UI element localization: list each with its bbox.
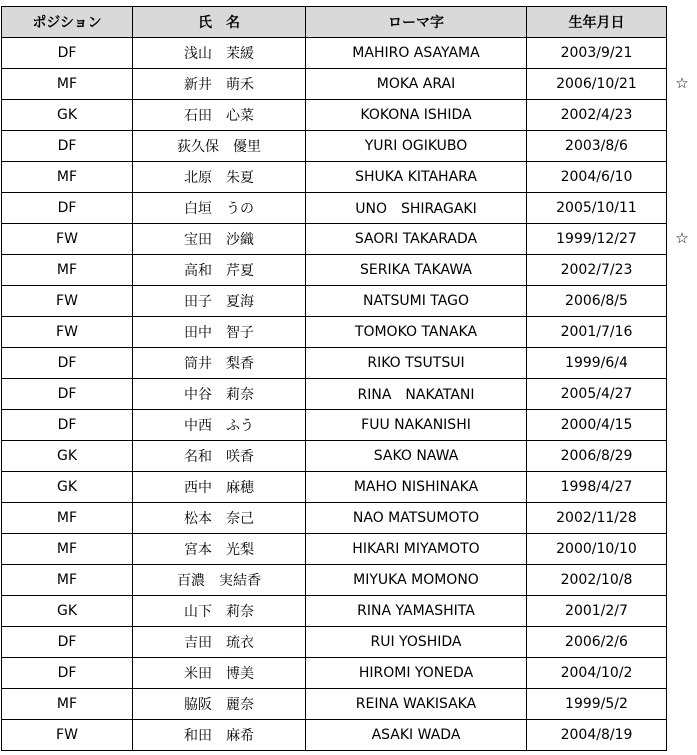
birthdate-cell: 1998/4/27 bbox=[527, 472, 667, 503]
name-cell: 米田 博美 bbox=[133, 658, 306, 689]
romaji-cell: UNO SHIRAGAKI bbox=[306, 193, 527, 224]
birthdate-cell: 2001/2/7 bbox=[527, 596, 667, 627]
table-row bbox=[2, 162, 667, 193]
position-cell: DF bbox=[2, 410, 133, 441]
birthdate-cell: 2003/8/6 bbox=[527, 131, 667, 162]
name-cell: 田中 智子 bbox=[133, 317, 306, 348]
position-cell: GK bbox=[2, 100, 133, 131]
header-romaji: ローマ字 bbox=[306, 7, 527, 38]
name-cell: 浅山 茉緩 bbox=[133, 38, 306, 69]
table-row bbox=[2, 410, 667, 441]
table-row bbox=[2, 658, 667, 689]
romaji-cell: YURI OGIKUBO bbox=[306, 131, 527, 162]
birthdate-cell: 2005/10/11 bbox=[527, 193, 667, 224]
position-cell: MF bbox=[2, 162, 133, 193]
position-cell: GK bbox=[2, 596, 133, 627]
position-cell: DF bbox=[2, 38, 133, 69]
position-cell: DF bbox=[2, 627, 133, 658]
name-cell: 白垣 うの bbox=[133, 193, 306, 224]
romaji-cell: ASAKI WADA bbox=[306, 720, 527, 751]
table-row bbox=[2, 534, 667, 565]
birthdate-cell: 2003/9/21 bbox=[527, 38, 667, 69]
position-cell: DF bbox=[2, 379, 133, 410]
birthdate-cell: 2004/6/10 bbox=[527, 162, 667, 193]
birthdate-cell: 2006/10/21 bbox=[527, 69, 667, 100]
table-body bbox=[2, 38, 667, 751]
name-cell: 和田 麻希 bbox=[133, 720, 306, 751]
birthdate-cell: 2004/10/2 bbox=[527, 658, 667, 689]
romaji-cell: RINA YAMASHITA bbox=[306, 596, 527, 627]
table-row bbox=[2, 224, 667, 255]
header-position: ポジション bbox=[2, 7, 133, 38]
romaji-cell: REINA WAKISAKA bbox=[306, 689, 527, 720]
birthdate-cell: 2002/4/23 bbox=[527, 100, 667, 131]
name-cell: 宝田 沙織 bbox=[133, 224, 306, 255]
table-row bbox=[2, 627, 667, 658]
table-row bbox=[2, 255, 667, 286]
birthdate-cell: 1999/12/27 bbox=[527, 224, 667, 255]
position-cell: DF bbox=[2, 658, 133, 689]
romaji-cell: RINA NAKATANI bbox=[306, 379, 527, 410]
table-row bbox=[2, 503, 667, 534]
header-name: 氏 名 bbox=[133, 7, 306, 38]
roster-table bbox=[1, 6, 667, 751]
birthdate-cell: 2006/2/6 bbox=[527, 627, 667, 658]
table-row bbox=[2, 720, 667, 751]
romaji-cell: MOKA ARAI bbox=[306, 69, 527, 100]
table-header bbox=[2, 7, 667, 38]
table-row bbox=[2, 596, 667, 627]
romaji-cell: KOKONA ISHIDA bbox=[306, 100, 527, 131]
romaji-cell: SAORI TAKARADA bbox=[306, 224, 527, 255]
table-row bbox=[2, 193, 667, 224]
romaji-cell: MAHIRO ASAYAMA bbox=[306, 38, 527, 69]
name-cell: 山下 莉奈 bbox=[133, 596, 306, 627]
romaji-cell: RIKO TSUTSUI bbox=[306, 348, 527, 379]
romaji-cell: NAO MATSUMOTO bbox=[306, 503, 527, 534]
position-cell: MF bbox=[2, 689, 133, 720]
birthdate-cell: 2000/4/15 bbox=[527, 410, 667, 441]
name-cell: 西中 麻穂 bbox=[133, 472, 306, 503]
name-cell: 中谷 莉奈 bbox=[133, 379, 306, 410]
star-mark: ☆ bbox=[675, 229, 689, 247]
table-row bbox=[2, 69, 667, 100]
position-cell: FW bbox=[2, 286, 133, 317]
table-row bbox=[2, 286, 667, 317]
position-cell: DF bbox=[2, 131, 133, 162]
romaji-cell: FUU NAKANISHI bbox=[306, 410, 527, 441]
position-cell: FW bbox=[2, 317, 133, 348]
table-row bbox=[2, 100, 667, 131]
table-row bbox=[2, 131, 667, 162]
birthdate-cell: 2002/7/23 bbox=[527, 255, 667, 286]
birthdate-cell: 2001/7/16 bbox=[527, 317, 667, 348]
name-cell: 百濃 実結香 bbox=[133, 565, 306, 596]
romaji-cell: MAHO NISHINAKA bbox=[306, 472, 527, 503]
romaji-cell: SERIKA TAKAWA bbox=[306, 255, 527, 286]
position-cell: GK bbox=[2, 472, 133, 503]
romaji-cell: HIKARI MIYAMOTO bbox=[306, 534, 527, 565]
name-cell: 中西 ふう bbox=[133, 410, 306, 441]
birthdate-cell: 2002/10/8 bbox=[527, 565, 667, 596]
name-cell: 新井 萌禾 bbox=[133, 69, 306, 100]
birthdate-cell: 1999/5/2 bbox=[527, 689, 667, 720]
birthdate-cell: 2006/8/29 bbox=[527, 441, 667, 472]
name-cell: 脇阪 麗奈 bbox=[133, 689, 306, 720]
romaji-cell: SHUKA KITAHARA bbox=[306, 162, 527, 193]
name-cell: 松本 奈己 bbox=[133, 503, 306, 534]
table-row bbox=[2, 689, 667, 720]
romaji-cell: RUI YOSHIDA bbox=[306, 627, 527, 658]
position-cell: MF bbox=[2, 503, 133, 534]
table-row bbox=[2, 379, 667, 410]
name-cell: 北原 朱夏 bbox=[133, 162, 306, 193]
table-row bbox=[2, 472, 667, 503]
position-cell: MF bbox=[2, 565, 133, 596]
position-cell: FW bbox=[2, 720, 133, 751]
table-row bbox=[2, 348, 667, 379]
birthdate-cell: 2002/11/28 bbox=[527, 503, 667, 534]
name-cell: 筒井 梨香 bbox=[133, 348, 306, 379]
table-row bbox=[2, 441, 667, 472]
name-cell: 名和 咲香 bbox=[133, 441, 306, 472]
romaji-cell: NATSUMI TAGO bbox=[306, 286, 527, 317]
position-cell: MF bbox=[2, 534, 133, 565]
position-cell: MF bbox=[2, 69, 133, 100]
birthdate-cell: 1999/6/4 bbox=[527, 348, 667, 379]
name-cell: 石田 心菜 bbox=[133, 100, 306, 131]
name-cell: 荻久保 優里 bbox=[133, 131, 306, 162]
name-cell: 宮本 光梨 bbox=[133, 534, 306, 565]
romaji-cell: HIROMI YONEDA bbox=[306, 658, 527, 689]
romaji-cell: SAKO NAWA bbox=[306, 441, 527, 472]
birthdate-cell: 2006/8/5 bbox=[527, 286, 667, 317]
table-row bbox=[2, 38, 667, 69]
name-cell: 高和 芹夏 bbox=[133, 255, 306, 286]
romaji-cell: MIYUKA MOMONO bbox=[306, 565, 527, 596]
position-cell: FW bbox=[2, 224, 133, 255]
header-birthdate: 生年月日 bbox=[527, 7, 667, 38]
position-cell: DF bbox=[2, 193, 133, 224]
header-row bbox=[2, 7, 667, 38]
position-cell: DF bbox=[2, 348, 133, 379]
position-cell: MF bbox=[2, 255, 133, 286]
position-cell: GK bbox=[2, 441, 133, 472]
birthdate-cell: 2005/4/27 bbox=[527, 379, 667, 410]
name-cell: 吉田 琉衣 bbox=[133, 627, 306, 658]
star-mark: ☆ bbox=[675, 74, 689, 92]
birthdate-cell: 2000/10/10 bbox=[527, 534, 667, 565]
romaji-cell: TOMOKO TANAKA bbox=[306, 317, 527, 348]
table-row bbox=[2, 317, 667, 348]
name-cell: 田子 夏海 bbox=[133, 286, 306, 317]
birthdate-cell: 2004/8/19 bbox=[527, 720, 667, 751]
table-row bbox=[2, 565, 667, 596]
